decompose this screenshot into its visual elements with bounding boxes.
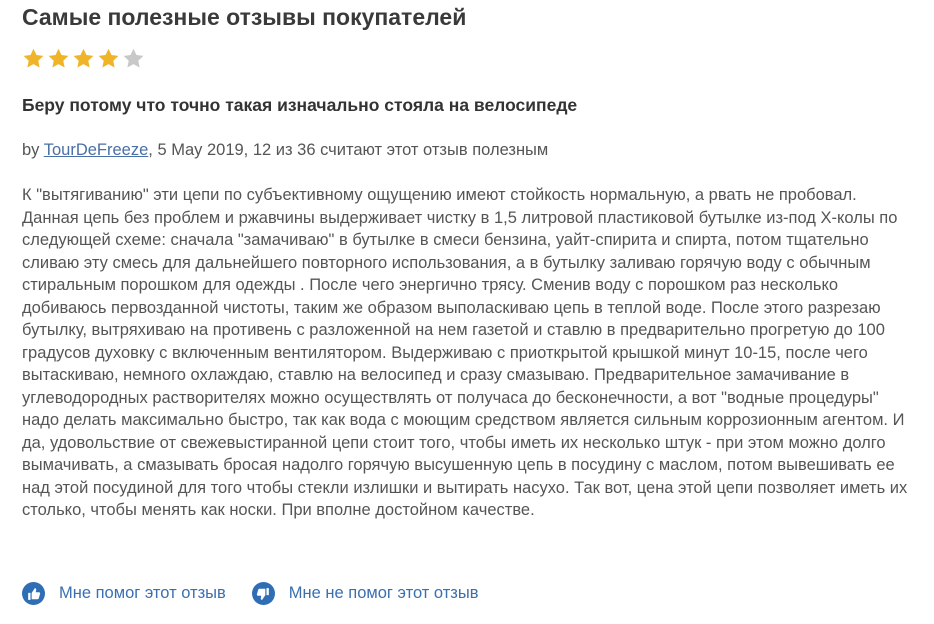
not-helpful-label: Мне не помог этот отзыв (288, 584, 479, 602)
author-link[interactable]: TourDeFreeze (43, 141, 149, 159)
thumbs-down-icon (252, 582, 275, 605)
thumbs-up-icon (22, 582, 45, 605)
helpful-button[interactable] (22, 582, 226, 605)
helpful-label: Мне помог этот отзыв (59, 584, 226, 602)
star-empty-icon (122, 47, 145, 70)
star-filled-icon (47, 47, 70, 70)
review-actions (22, 582, 478, 605)
star-filled-icon (97, 47, 120, 70)
not-helpful-button[interactable] (252, 582, 479, 605)
section-heading: Самые полезные отзывы покупателей (22, 4, 467, 30)
star-filled-icon (22, 47, 45, 70)
star-rating (22, 47, 145, 70)
review-details: , 5 May 2019, 12 из 36 считают этот отзыв полезным (148, 141, 549, 159)
by-label: by (22, 141, 40, 159)
review-meta (22, 141, 548, 160)
star-filled-icon (72, 47, 95, 70)
review-title: Беру потому что точно такая изначально стояла на велосипеде (22, 95, 578, 115)
review-body: К "вытягиванию" эти цепи по субъективному ощущению имеют стойкость нормальную, а рвать не пробовал. Данная цепь без проблем и ржавчины выдерживает чистку в 1,5 литровой пластиковой бутылке из-под X-колы по следующей схеме: сначала "замачиваю" в бутылке в смеси бензина, уайт-спирита и спирта, потом тщательно сливаю эту смесь для дальнейшего повторного использования, а в бутылку заливаю горячую воду с обычным стиральным порошком для одежды . После чего энергично трясу. Сменив воду с порошком раз несколько добиваюсь первозданной чистоты, таким же образом выполаскиваю цепь в теплой воде. После этого разрезаю бутылку, вытряхиваю на противень с разложенной на нем газетой и ставлю в предварительно прогретую до 100 градусов духовку с включенным вентилятором. Выдерживаю с приоткрытой крышкой минут 10-15, после чего вытаскиваю, немного охлаждаю, ставлю на велосипед и сразу смазываю. Предварительное замачивание в углеводородных растворителях можно осуществлять от получаса до бесконечности, а вот "водные процедуры" надо делать максимально быстро, так как вода с моющим средством является сильным коррозионным агентом. И да, удовольствие от свежевыстиранной цепи стоит того, чтобы иметь их несколько штук - при этом можно долго вымачивать, а смазывать бросая надолго горячую высушенную цепь в посудину с маслом, потом вывешивать ее над этой посудиной для того чтобы стекли излишки и вытирать насухо. Так вот, цена этой цепи позволяет иметь их столько, чтобы менять как носки. При вполне достойном качестве. (22, 186, 908, 519)
